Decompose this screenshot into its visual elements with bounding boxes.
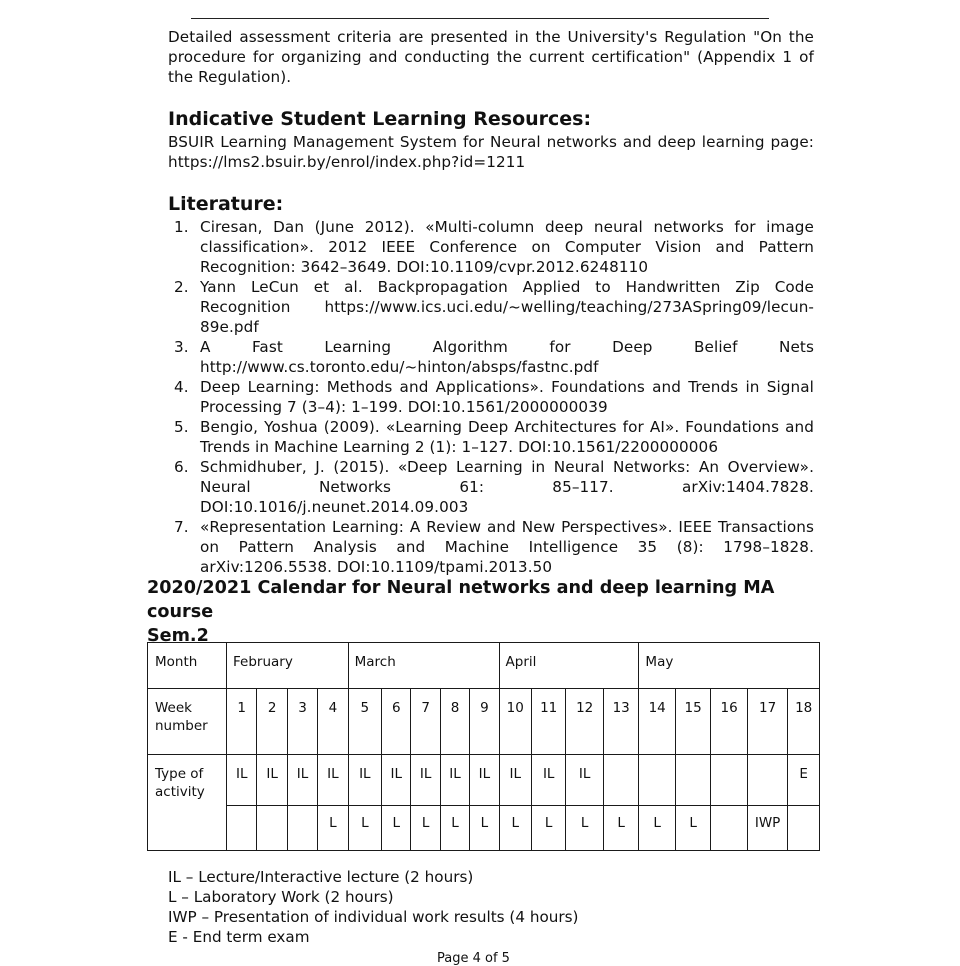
calendar-activity-row bbox=[148, 806, 820, 851]
literature-item-text: Deep Learning: Methods and Applications». Foundations and Trends in Signal Processing 7 (3–4): 1–199. DOI:10.1561/2000000039 bbox=[200, 378, 814, 416]
week-cell: 11 bbox=[531, 689, 565, 755]
activity-label: Type of activity bbox=[148, 755, 227, 851]
calendar-activity-row bbox=[148, 755, 820, 806]
activity-cell bbox=[675, 755, 710, 806]
literature-item-text: Yann LeCun et al. Backpropagation Applied to Handwritten Zip Code Recognition https://www.ics.uci.edu/~welling/teaching/273ASpring09/lecun-89e.pdf bbox=[200, 278, 814, 336]
activity-cell: IL bbox=[318, 755, 348, 806]
week-cell: 3 bbox=[287, 689, 317, 755]
calendar-title-line: Sem.2 bbox=[147, 626, 209, 646]
literature-item bbox=[168, 277, 814, 337]
calendar-title bbox=[147, 576, 827, 648]
activity-cell: IL bbox=[348, 755, 381, 806]
week-cell: 9 bbox=[470, 689, 499, 755]
literature-item-number: 4. bbox=[174, 378, 189, 396]
week-cell: 13 bbox=[603, 689, 639, 755]
week-cell: 7 bbox=[411, 689, 440, 755]
activity-cell: L bbox=[382, 806, 411, 851]
week-label: Week number bbox=[148, 689, 227, 755]
week-cell: 16 bbox=[711, 689, 747, 755]
activity-cell bbox=[257, 806, 287, 851]
week-cell: 2 bbox=[257, 689, 287, 755]
literature-item-number: 6. bbox=[174, 458, 189, 476]
literature-list bbox=[168, 217, 814, 577]
activity-cell bbox=[287, 806, 317, 851]
week-cell: 5 bbox=[348, 689, 381, 755]
activity-cell: E bbox=[788, 755, 820, 806]
literature-item bbox=[168, 217, 814, 277]
activity-cell: L bbox=[531, 806, 565, 851]
calendar-month-row bbox=[148, 643, 820, 689]
activity-cell: IL bbox=[411, 755, 440, 806]
activity-cell: L bbox=[470, 806, 499, 851]
calendar-title-line: 2020/2021 Calendar for Neural networks and deep learning MA course bbox=[147, 578, 775, 622]
page-number: Page 4 of 5 bbox=[437, 951, 510, 966]
month-cell: May bbox=[639, 643, 820, 689]
calendar-legend bbox=[168, 867, 578, 947]
activity-cell: L bbox=[411, 806, 440, 851]
literature-item-number: 2. bbox=[174, 278, 189, 296]
activity-cell: L bbox=[318, 806, 348, 851]
week-cell: 18 bbox=[788, 689, 820, 755]
activity-cell: IL bbox=[257, 755, 287, 806]
week-cell: 4 bbox=[318, 689, 348, 755]
activity-cell: IL bbox=[227, 755, 257, 806]
month-label: Month bbox=[148, 643, 227, 689]
literature-item bbox=[168, 517, 814, 577]
legend-item: IWP – Presentation of individual work results (4 hours) bbox=[168, 908, 579, 926]
activity-cell: IWP bbox=[747, 806, 788, 851]
activity-cell: L bbox=[675, 806, 710, 851]
literature-heading: Literature: bbox=[168, 193, 284, 215]
legend-item: E - End term exam bbox=[168, 928, 310, 946]
week-cell: 10 bbox=[499, 689, 531, 755]
activity-cell: L bbox=[566, 806, 603, 851]
activity-cell bbox=[711, 755, 747, 806]
week-cell: 17 bbox=[747, 689, 788, 755]
activity-cell: L bbox=[639, 806, 675, 851]
week-cell: 6 bbox=[382, 689, 411, 755]
activity-cell bbox=[227, 806, 257, 851]
literature-item-number: 7. bbox=[174, 518, 189, 536]
literature-item-text: «Representation Learning: A Review and New Perspectives». IEEE Transactions on Pattern Analysis and Machine Intelligence 35 (8): 1798–1828. arXiv:1206.5538. DOI:10.1109/tpami.2013.50 bbox=[200, 518, 814, 576]
legend-item: IL – Lecture/Interactive lecture (2 hours) bbox=[168, 868, 474, 886]
literature-item-text: Schmidhuber, J. (2015). «Deep Learning in Neural Networks: An Overview». Neural Networks 61: 85–117. arXiv:1404.7828. DOI:10.1016/j.neunet.2014.09.003 bbox=[200, 458, 814, 516]
activity-cell bbox=[639, 755, 675, 806]
literature-item-number: 1. bbox=[174, 218, 189, 236]
literature-item-text: Bengio, Yoshua (2009). «Learning Deep Architectures for AI». Foundations and Trends in Machine Learning 2 (1): 1–127. DOI:10.1561/2200000006 bbox=[200, 418, 814, 456]
activity-cell: IL bbox=[287, 755, 317, 806]
activity-cell bbox=[788, 806, 820, 851]
week-cell: 1 bbox=[227, 689, 257, 755]
activity-cell bbox=[603, 755, 639, 806]
week-cell: 15 bbox=[675, 689, 710, 755]
literature-item bbox=[168, 377, 814, 417]
activity-cell: L bbox=[348, 806, 381, 851]
month-cell: April bbox=[499, 643, 639, 689]
literature-item-text: Ciresan, Dan (June 2012). «Multi-column deep neural networks for image classification». 2012 IEEE Conference on Computer Vision and Pattern Recognition: 3642–3649. DOI:10.1109/cvpr.2012.6248110 bbox=[200, 218, 814, 276]
activity-cell: IL bbox=[470, 755, 499, 806]
month-cell: February bbox=[227, 643, 349, 689]
week-cell: 12 bbox=[566, 689, 603, 755]
literature-item bbox=[168, 457, 814, 517]
activity-cell: IL bbox=[440, 755, 469, 806]
activity-cell: L bbox=[499, 806, 531, 851]
resources-paragraph: BSUIR Learning Management System for Neural networks and deep learning page: https://lms2.bsuir.by/enrol/index.php?id=1211 bbox=[168, 133, 814, 171]
calendar-table bbox=[147, 642, 820, 851]
literature-item-text: A Fast Learning Algorithm for Deep Belief Nets http://www.cs.toronto.edu/~hinton/absps/fastnc.pdf bbox=[200, 338, 814, 376]
activity-cell bbox=[711, 806, 747, 851]
activity-cell: IL bbox=[531, 755, 565, 806]
week-cell: 14 bbox=[639, 689, 675, 755]
week-cell: 8 bbox=[440, 689, 469, 755]
legend-item: L – Laboratory Work (2 hours) bbox=[168, 888, 394, 906]
literature-item-number: 5. bbox=[174, 418, 189, 436]
activity-cell: IL bbox=[499, 755, 531, 806]
header-rule bbox=[191, 18, 769, 19]
literature-item bbox=[168, 337, 814, 377]
assessment-paragraph: Detailed assessment criteria are presented in the University's Regulation "On the procedure for organizing and conducting the current certification" (Appendix 1 of the Regulation). bbox=[168, 28, 814, 86]
literature-item bbox=[168, 417, 814, 457]
calendar-week-row bbox=[148, 689, 820, 755]
month-cell: March bbox=[348, 643, 499, 689]
activity-cell: L bbox=[603, 806, 639, 851]
activity-cell: IL bbox=[382, 755, 411, 806]
activity-cell: IL bbox=[566, 755, 603, 806]
activity-cell bbox=[747, 755, 788, 806]
literature-item-number: 3. bbox=[174, 338, 189, 356]
activity-cell: L bbox=[440, 806, 469, 851]
resources-heading: Indicative Student Learning Resources: bbox=[168, 108, 592, 130]
